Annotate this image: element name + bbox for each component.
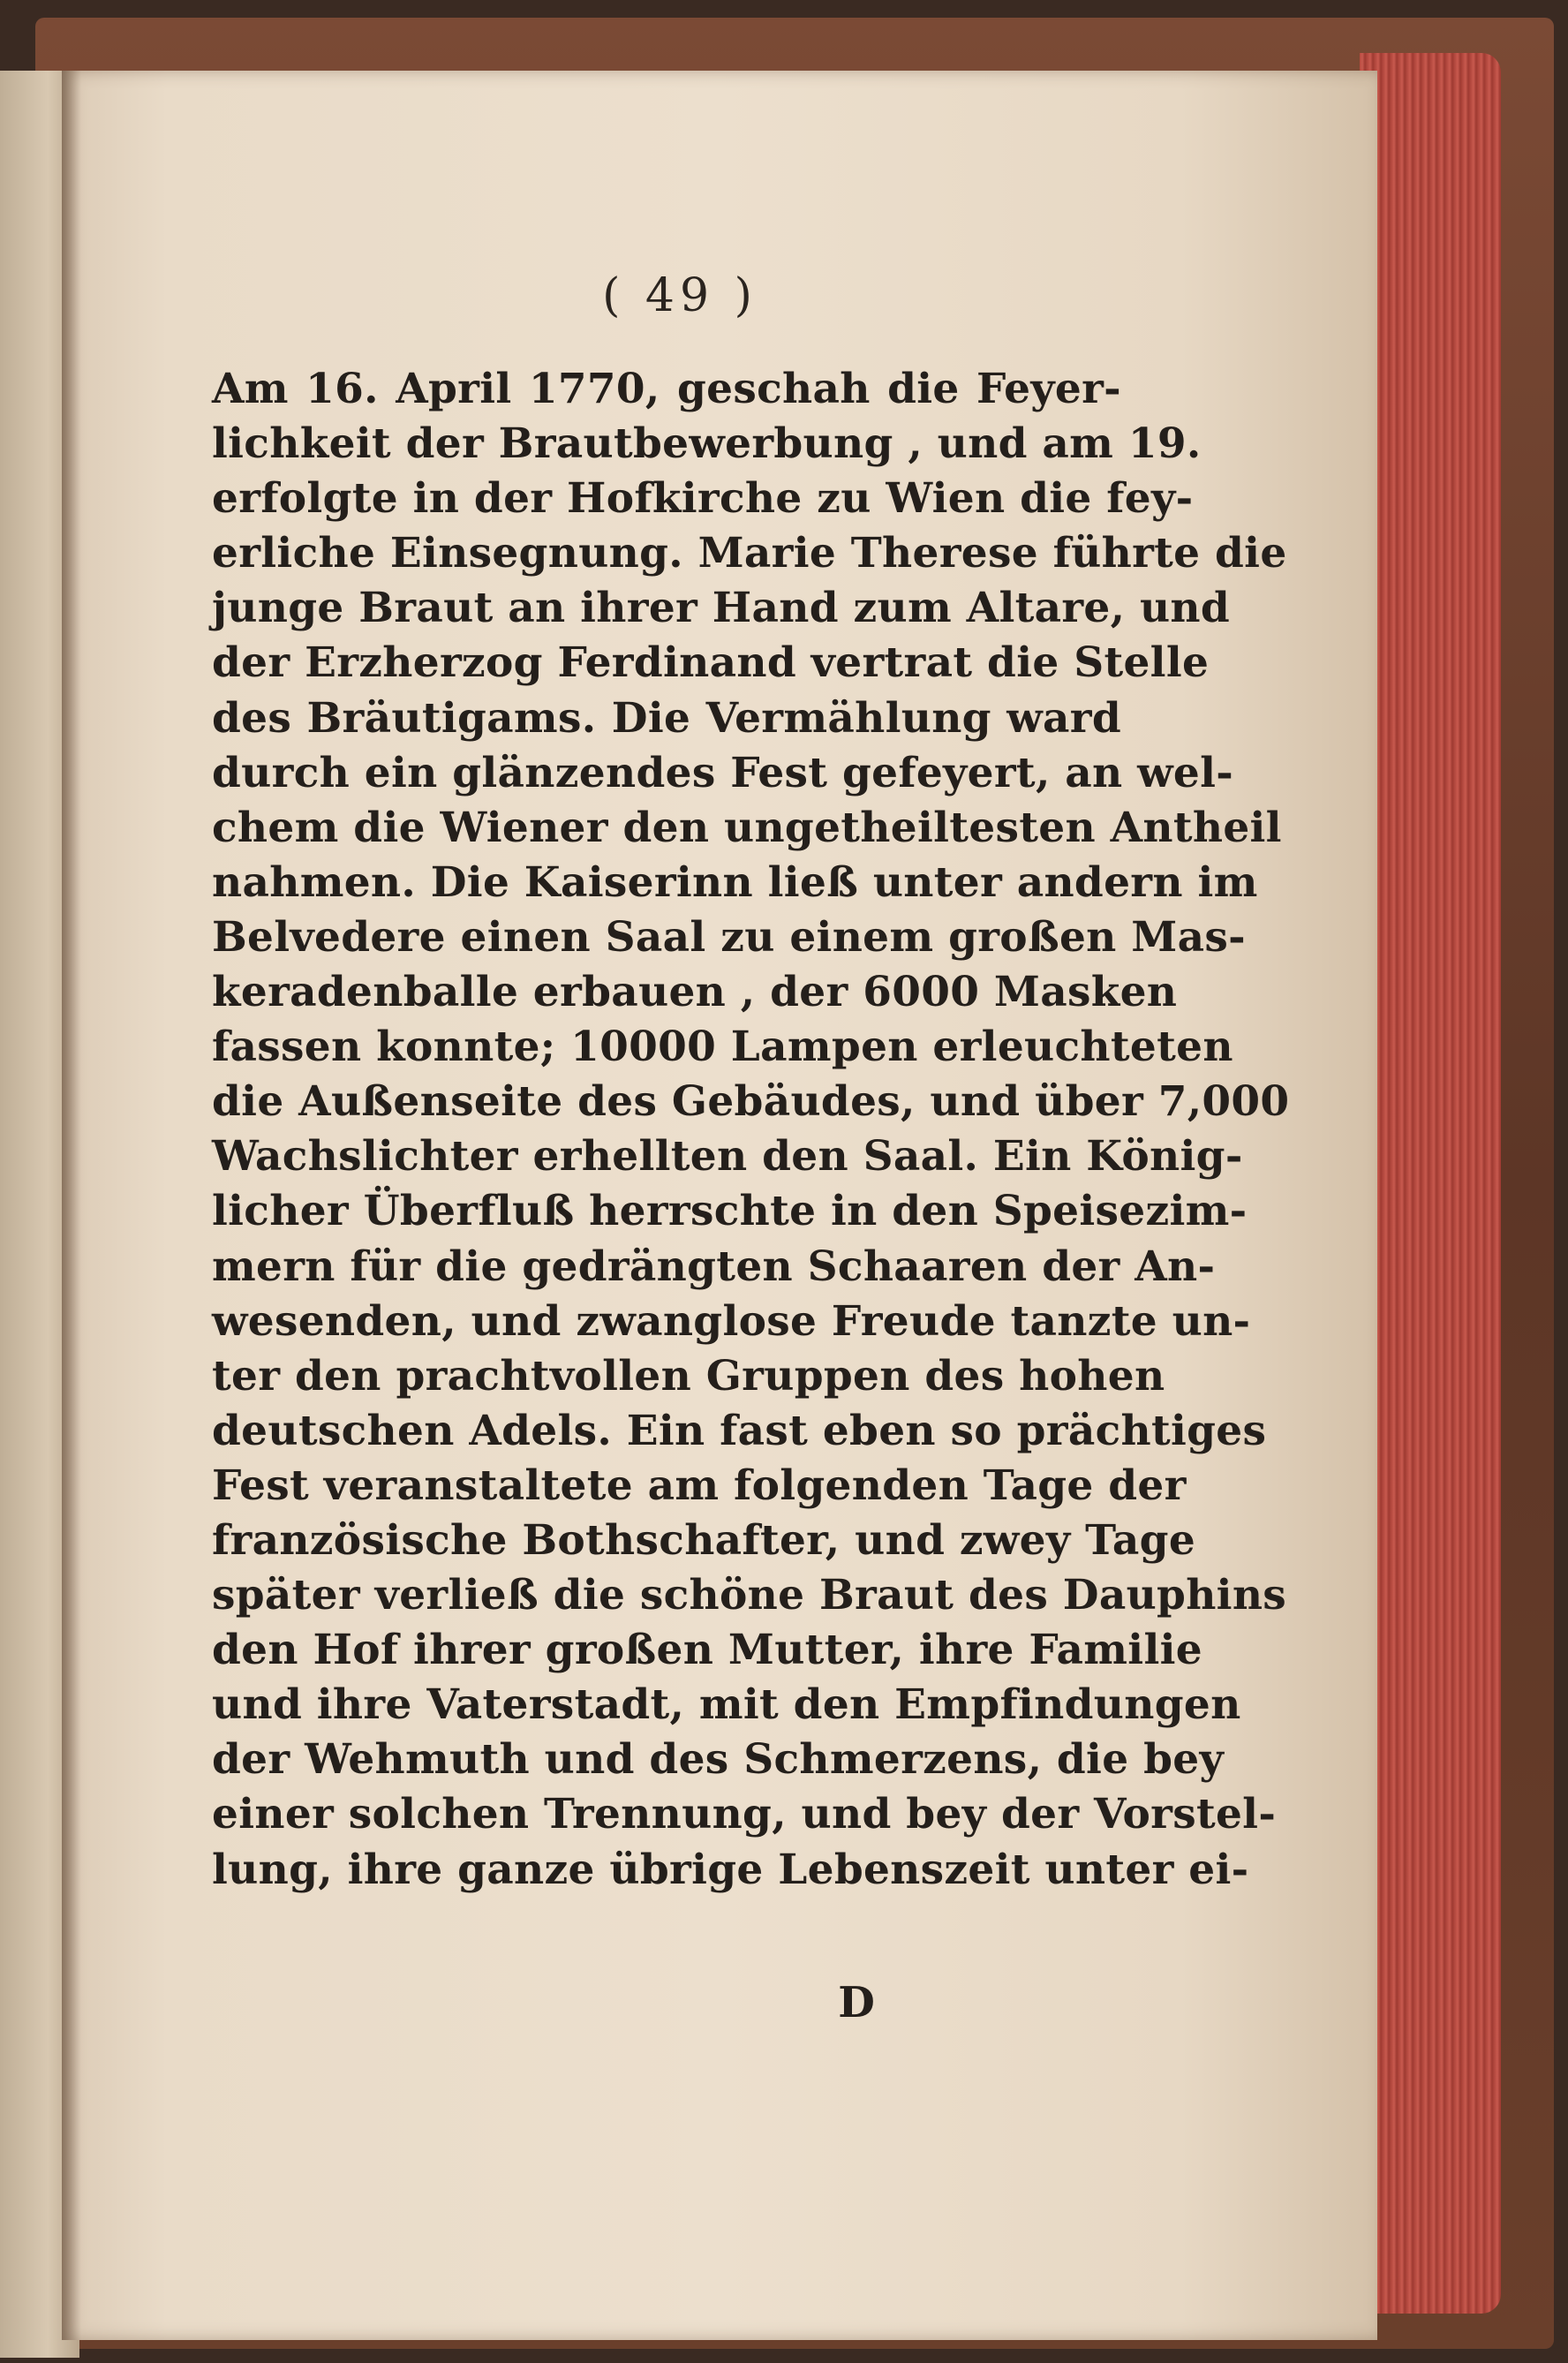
text-line: Fest veranstaltete am folgenden Tage der (212, 1461, 1187, 1510)
page-number: ( 49 ) (602, 269, 758, 322)
text-line: lung, ihre ganze übrige Lebenszeit unter ei- (212, 1845, 1249, 1894)
text-line: chem die Wiener den ungetheiltesten Antheil (212, 803, 1282, 852)
text-line: einer solchen Trennung, und bey der Vorstel- (212, 1790, 1277, 1839)
text-line: lichkeit der Brautbewerbung , und am 19. (212, 419, 1202, 469)
text-line: den Hof ihrer großen Mutter, ihre Familie (212, 1626, 1202, 1675)
text-line: der Wehmuth und des Schmerzens, die bey (212, 1735, 1225, 1785)
text-line: der Erzherzog Ferdinand vertrat die Stelle (212, 638, 1210, 688)
text-line: durch ein glänzendes Fest gefeyert, an wel- (212, 748, 1234, 797)
text-line: wesenden, und zwanglose Freude tanzte un- (212, 1296, 1251, 1346)
text-line: ter den prachtvollen Gruppen des hohen (212, 1351, 1165, 1400)
text-line: erfolgte in der Hofkirche zu Wien die fey- (212, 474, 1194, 524)
page-gutter-shadow (62, 71, 81, 2340)
text-line: die Außenseite des Gebäudes, und über 7,000 (212, 1077, 1290, 1127)
text-line: nahmen. Die Kaiserinn ließ unter andern im (212, 857, 1258, 907)
text-line: fassen konnte; 10000 Lampen erleuchteten (212, 1023, 1233, 1072)
text-line: des Bräutigams. Die Vermählung ward (212, 693, 1121, 743)
text-line: junge Braut an ihrer Hand zum Altare, und (212, 584, 1231, 633)
body-text (212, 362, 1290, 1898)
text-line: licher Überfluß herrschte in den Speisezim- (212, 1187, 1248, 1236)
text-line: Am 16. April 1770, geschah die Feyer- (212, 365, 1121, 413)
text-line: und ihre Vaterstadt, mit den Empfindungen (212, 1680, 1241, 1730)
catchword: D (838, 1978, 875, 2027)
text-line: französische Bothschafter, und zwey Tage (212, 1515, 1196, 1565)
text-line: später verließ die schöne Braut des Dauphins (212, 1571, 1287, 1620)
text-line: Belvedere einen Saal zu einem großen Mas- (212, 912, 1246, 962)
page-edges (1360, 53, 1501, 2314)
text-line: mern für die gedrängten Schaaren der An- (212, 1242, 1216, 1291)
text-line: keradenballe erbauen , der 6000 Masken (212, 968, 1178, 1017)
text-line: Wachslichter erhellten den Saal. Ein König- (212, 1132, 1243, 1182)
text-line: erliche Einsegnung. Marie Therese führte die (212, 529, 1287, 578)
text-line: deutschen Adels. Ein fast eben so prächtiges (212, 1406, 1267, 1455)
